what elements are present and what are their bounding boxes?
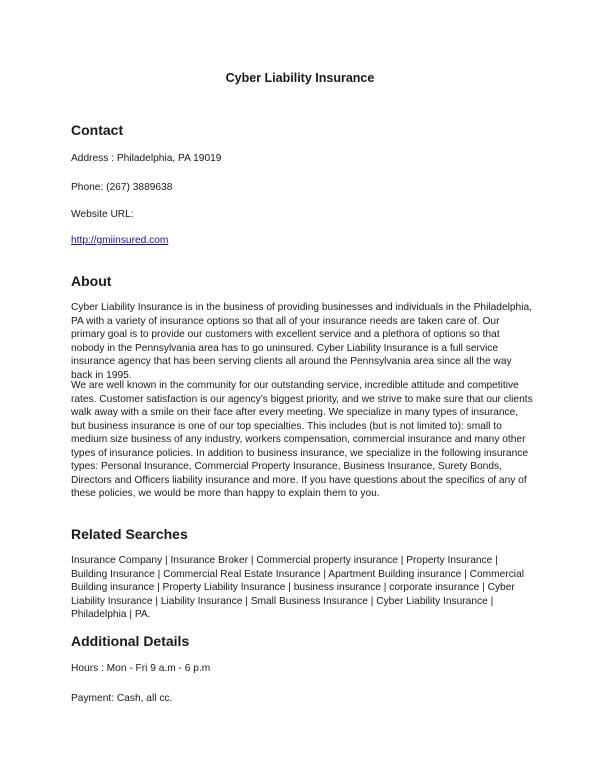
related-searches-text: Insurance Company | Insurance Broker | Commercial property insurance | Property Insurance | Building Insurance | Commercial Real Estate Insurance | Apartment Building insurance | Commercial Building insurance | Property Liability Insurance | business insurance | corporate insurance | Cyber Liability Insurance | Liability Insurance | Small Business Insurance | Cyber Liability Insurance | Philadelphia | PA. <box>71 555 524 620</box>
address-text: Address : Philadelphia, PA 19019 <box>71 153 222 164</box>
about-paragraph-2: We are well known in the community for our outstanding service, incredible attitude and competitive rates. Customer satisfaction is our agency’s biggest priority, and we strive to make sure that our clients walk away with a smile on their face after every meeting. We specialize in many types of insurance, but business insurance is one of our top specialties. This includes (but is not limited to): small to medium size business of any industry, workers compensation, commercial insurance and many other types of insurance policies. In addition to business insurance, we specialize in the following insurance types: Personal Insurance, Commercial Property Insurance, Business Insurance, Surety Bonds, Directors and Officers liability insurance and more. If you have questions about the specifics of any of these policies, we would be more than happy to explain them to you. <box>71 380 533 499</box>
page-title: Cyber Liability Insurance <box>225 71 375 85</box>
about-paragraph-1: Cyber Liability Insurance is in the business of providing businesses and individuals in the Philadelphia, PA with a variety of insurance options so that all of your insurance needs are taken care of. Our primary goal is to provide our customers with excellent service and a plethora of options so that nobody in the Pennsylvania area has to go uninsured. Cyber Liability Insurance is a full service insurance agency that has been serving clients all around the Pennsylvania area since all the way back in 1995. <box>71 302 532 381</box>
hours-text: Hours : Mon - Fri 9 a.m - 6 p.m <box>71 663 211 674</box>
contact-heading: Contact <box>71 122 124 138</box>
website-link[interactable]: http://gmiinsured.com <box>71 235 169 246</box>
website-label: Website URL: <box>71 209 134 220</box>
payment-text: Payment: Cash, all cc. <box>71 693 173 704</box>
related-searches-heading: Related Searches <box>71 526 188 542</box>
additional-details-heading: Additional Details <box>71 633 190 649</box>
about-heading: About <box>71 273 112 289</box>
phone-text: Phone: (267) 3889638 <box>71 182 173 193</box>
